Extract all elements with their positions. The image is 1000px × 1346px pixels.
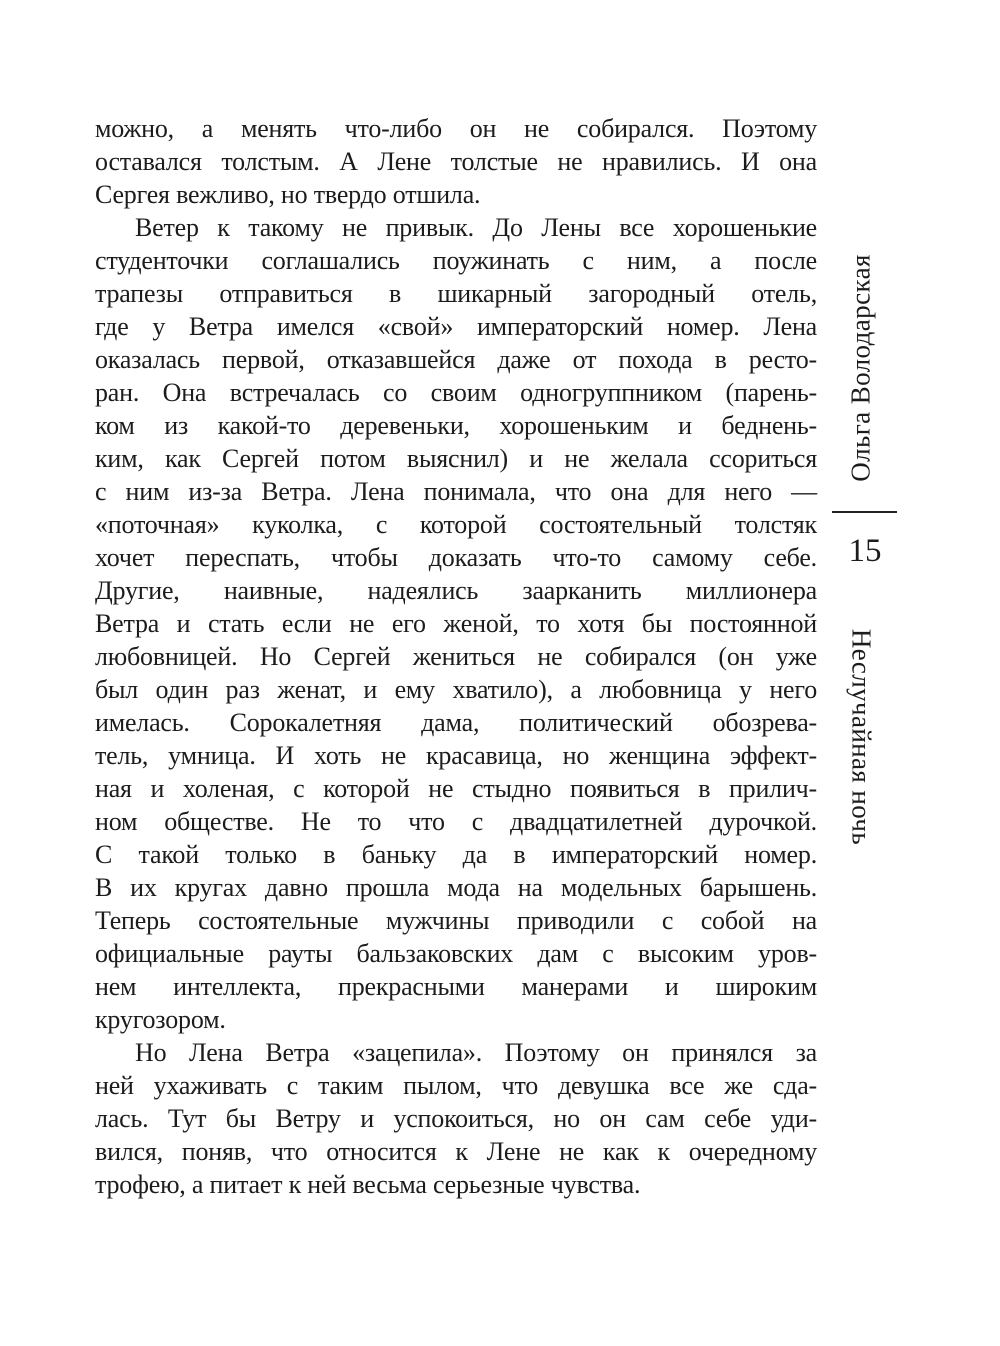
text-line: кругозором. <box>95 1005 226 1034</box>
text-line: оставался толстым. А Лене толстые не нравились. И она <box>95 147 817 176</box>
text-line: ран. Она встречалась со своим одногруппником (парень- <box>95 378 817 407</box>
text-line: Теперь состоятельные мужчины приводили с собой на <box>95 906 817 935</box>
text-line: трапезы отправиться в шикарный загородный отель, <box>95 279 817 308</box>
text-line: Ветра и стать если не его женой, то хотя бы постоянной <box>95 609 817 638</box>
text-line: был один раз женат, и ему хватило), а любовница у него <box>95 675 817 704</box>
text-line: ней ухаживать с таким пылом, что девушка все же сда- <box>95 1071 817 1100</box>
text-line: тель, умница. И хоть не красавица, но женщина эффект- <box>95 741 817 770</box>
text-line: можно, а менять что-либо он не собирался. Поэтому <box>95 114 817 143</box>
text-line: ном обществе. Не то что с двадцатилетней дурочкой. <box>95 807 817 836</box>
text-line: официальные рауты бальзаковских дам с высоким уров- <box>95 939 817 968</box>
text-line: где у Ветра имелся «свой» императорский номер. Лена <box>95 312 817 341</box>
text-line: имелась. Сорокалетняя дама, политический обозрева- <box>95 708 817 737</box>
text-line: В их кругах давно прошла мода на модельных барышень. <box>95 873 817 902</box>
sidebar-book-title: Неслучайная ночь <box>846 628 877 846</box>
text-line: хочет переспать, чтобы доказать что-то самому себе. <box>95 543 817 572</box>
text-line: Ветер к такому не привык. До Лены все хорошенькие <box>135 213 817 242</box>
text-line: оказалась первой, отказавшейся даже от похода в ресто- <box>95 345 817 374</box>
text-line: ная и холеная, с которой не стыдно появиться в прилич- <box>95 774 817 803</box>
text-line: лась. Тут бы Ветру и успокоиться, но он сам себе уди- <box>95 1104 817 1133</box>
text-line: Но Лена Ветра «зацепила». Поэтому он принялся за <box>135 1038 817 1067</box>
text-line: любовницей. Но Сергей жениться не собирался (он уже <box>95 642 817 671</box>
text-line: трофею, а питает к ней весьма серьезные чувства. <box>95 1170 641 1199</box>
sidebar-divider-rule <box>832 511 897 513</box>
text-line: вился, поняв, что относится к Лене не как к очередному <box>95 1137 817 1166</box>
text-line: Сергея вежливо, но твердо отшила. <box>95 180 481 209</box>
text-line: Другие, наивные, надеялись заарканить миллионера <box>95 576 817 605</box>
sidebar-author-name: Ольга Володарская <box>845 254 876 482</box>
text-line: студенточки соглашались поужинать с ним, а после <box>95 246 817 275</box>
text-line: ким, как Сергей потом выяснил) и не желала ссориться <box>95 444 817 473</box>
text-line: С такой только в баньку да в императорский номер. <box>95 840 817 869</box>
text-line: «поточная» куколка, с которой состоятельный толстяк <box>95 510 817 539</box>
text-line: ком из какой-то деревеньки, хорошеньким и беднень- <box>95 411 817 440</box>
text-line: нем интеллекта, прекрасными манерами и широким <box>95 972 817 1001</box>
text-line: с ним из-за Ветра. Лена понимала, что она для него — <box>95 477 817 506</box>
page-number: 15 <box>848 533 882 569</box>
body-text-block <box>95 112 817 1201</box>
